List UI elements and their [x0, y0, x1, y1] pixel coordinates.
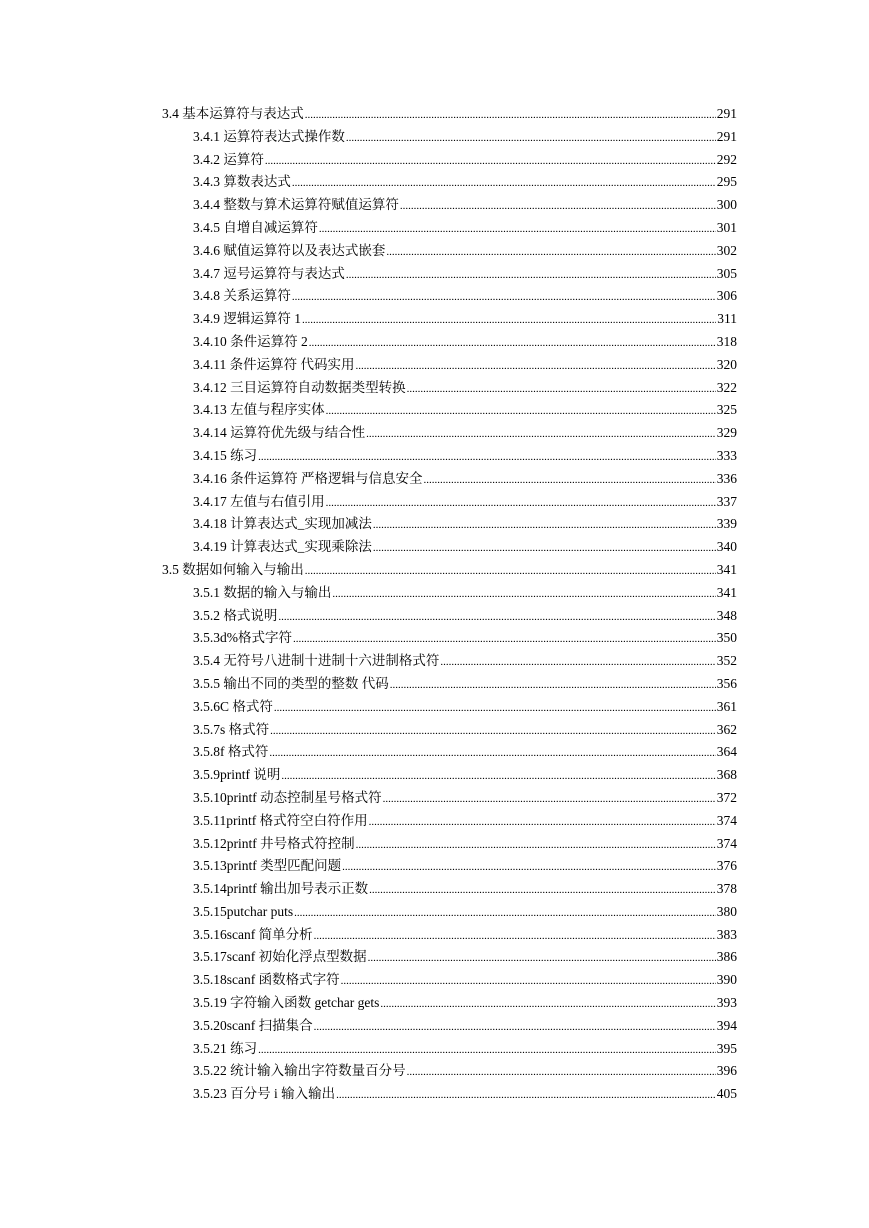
toc-entry-title: 3.4.11 条件运算符 代码实用: [193, 356, 355, 372]
toc-subsection-entry[interactable]: [193, 240, 737, 263]
toc-dot-leader: [407, 378, 716, 401]
toc-dot-leader: [356, 355, 716, 378]
toc-subsection-entry[interactable]: [193, 1083, 737, 1106]
toc-page-number: 348: [716, 607, 737, 623]
toc-subsection-entry[interactable]: [193, 308, 737, 331]
toc-page-number: 361: [716, 698, 737, 714]
toc-dot-leader: [440, 651, 715, 674]
toc-entry-title: 3.5.13printf 类型匹配问题: [193, 858, 342, 874]
toc-subsection-entry[interactable]: [193, 513, 737, 536]
toc-subsection-entry[interactable]: [193, 787, 737, 810]
toc-entry-title: 3.4.10 条件运算符 2: [193, 333, 308, 349]
table-of-contents: [0, 103, 869, 1106]
toc-entry-title: 3.4.17 左值与右值引用: [193, 493, 325, 509]
toc-dot-leader: [292, 172, 716, 195]
toc-entry-title: 3.5.6C 格式符: [193, 698, 273, 714]
toc-entry-title: 3.5.23 百分号 i 输入输出: [193, 1086, 336, 1102]
toc-entry-title: 3.5.1 数据的输入与输出: [193, 584, 332, 600]
toc-subsection-entry[interactable]: [193, 901, 737, 924]
toc-subsection-entry[interactable]: [193, 946, 737, 969]
toc-entry-title: 3.4.4 整数与算术运算符赋值运算符: [193, 197, 399, 213]
toc-subsection-entry[interactable]: [193, 445, 737, 468]
toc-page-number: 336: [716, 470, 737, 486]
toc-entry-title: 3.5.2 格式说明: [193, 607, 278, 623]
toc-page-number: 292: [716, 151, 737, 167]
toc-entry-title: 3.4.15 练习: [193, 447, 258, 463]
toc-subsection-entry[interactable]: [193, 263, 737, 286]
toc-dot-leader: [278, 606, 715, 629]
toc-entry-title: 3.4 基本运算符与表达式: [162, 106, 304, 121]
toc-subsection-entry[interactable]: [193, 673, 737, 696]
toc-subsection-entry[interactable]: [193, 1038, 737, 1061]
toc-subsection-entry[interactable]: [193, 833, 737, 856]
toc-page-number: 305: [716, 265, 737, 281]
toc-page-number: 376: [716, 858, 737, 874]
toc-page-number: 356: [716, 675, 737, 691]
toc-page-number: 372: [716, 789, 737, 805]
toc-dot-leader: [258, 1039, 716, 1062]
toc-page-number: 333: [716, 447, 737, 463]
toc-dot-leader: [292, 286, 716, 309]
toc-page-number: 386: [716, 949, 737, 965]
toc-subsection-entry[interactable]: [193, 354, 737, 377]
toc-subsection-entry[interactable]: [193, 149, 737, 172]
toc-dot-leader: [386, 241, 715, 264]
toc-subsection-entry[interactable]: [193, 696, 737, 719]
toc-dot-leader: [305, 104, 716, 127]
toc-page-number: 291: [716, 106, 737, 121]
toc-subsection-entry[interactable]: [193, 536, 737, 559]
toc-entry-title: 3.5.3d%格式字符: [193, 630, 292, 646]
toc-dot-leader: [407, 1061, 716, 1084]
toc-entry-title: 3.4.9 逻辑运算符 1: [193, 311, 301, 327]
toc-subsection-entry[interactable]: [193, 810, 737, 833]
toc-subsection-entry[interactable]: [193, 969, 737, 992]
toc-dot-leader: [390, 674, 716, 697]
toc-dot-leader: [336, 1084, 716, 1107]
toc-subsection-entry[interactable]: [193, 878, 737, 901]
toc-entry-title: 3.5.5 输出不同的类型的整数 代码: [193, 675, 389, 691]
toc-page-number: 362: [716, 721, 737, 737]
toc-entry-title: 3.5.7s 格式符: [193, 721, 270, 737]
toc-subsection-entry[interactable]: [193, 1015, 737, 1038]
toc-page-number: 390: [716, 972, 737, 988]
toc-dot-leader: [341, 970, 716, 993]
toc-subsection-entry[interactable]: [193, 377, 737, 400]
toc-page-number: 374: [716, 835, 737, 851]
toc-page-number: 322: [716, 379, 737, 395]
toc-page-number: 368: [716, 767, 737, 783]
toc-dot-leader: [369, 811, 716, 834]
toc-dot-leader: [332, 583, 715, 606]
toc-page-number: 395: [716, 1040, 737, 1056]
toc-dot-leader: [269, 742, 715, 765]
toc-page-number: 311: [717, 311, 737, 327]
toc-dot-leader: [326, 492, 716, 515]
toc-dot-leader: [258, 446, 716, 469]
toc-page-number: 383: [716, 926, 737, 942]
toc-subsection-entry[interactable]: [193, 992, 737, 1015]
toc-subsection-entry[interactable]: [193, 194, 737, 217]
toc-entry-title: 3.5.19 字符输入函数 getchar gets: [193, 995, 380, 1011]
toc-page-number: 380: [716, 903, 737, 919]
toc-entry-title: 3.5.16scanf 简单分析: [193, 926, 313, 942]
toc-entry-title: 3.5.21 练习: [193, 1040, 258, 1056]
toc-subsection-entry[interactable]: [193, 764, 737, 787]
toc-dot-leader: [366, 423, 716, 446]
toc-entry-title: 3.4.8 关系运算符: [193, 288, 291, 304]
toc-section-entry[interactable]: [162, 559, 737, 582]
toc-dot-leader: [326, 400, 716, 423]
toc-dot-leader: [373, 537, 716, 560]
toc-page-number: 302: [716, 242, 737, 258]
toc-entry-title: 3.5.12printf 井号格式符控制: [193, 835, 355, 851]
toc-entry-title: 3.4.6 赋值运算符以及表达式嵌套: [193, 242, 386, 258]
toc-dot-leader: [424, 469, 716, 492]
toc-subsection-entry[interactable]: [193, 491, 737, 514]
toc-page-number: 340: [716, 539, 737, 555]
toc-dot-leader: [346, 127, 716, 150]
toc-entry-title: 3.5.14printf 输出加号表示正数: [193, 881, 369, 897]
toc-subsection-entry[interactable]: [193, 126, 737, 149]
toc-dot-leader: [314, 1016, 716, 1039]
toc-subsection-entry[interactable]: [193, 1060, 737, 1083]
toc-entry-title: 3.5.17scanf 初始化浮点型数据: [193, 949, 367, 965]
toc-section-entry[interactable]: [162, 103, 737, 126]
toc-subsection-entry[interactable]: [193, 719, 737, 742]
toc-subsection-entry[interactable]: [193, 468, 737, 491]
toc-dot-leader: [274, 697, 716, 720]
toc-dot-leader: [319, 218, 716, 241]
toc-entry-title: 3.4.18 计算表达式_实现加减法: [193, 516, 372, 532]
toc-page-number: 364: [716, 744, 737, 760]
toc-dot-leader: [400, 195, 716, 218]
toc-subsection-entry[interactable]: [193, 399, 737, 422]
toc-dot-leader: [373, 514, 716, 537]
toc-dot-leader: [302, 309, 716, 332]
toc-entry-title: 3.5.4 无符号八进制十进制十六进制格式符: [193, 653, 440, 669]
toc-page-number: 325: [716, 402, 737, 418]
toc-page-number: 291: [716, 128, 737, 144]
toc-entry-title: 3.4.7 逗号运算符与表达式: [193, 265, 345, 281]
toc-page-number: 394: [716, 1017, 737, 1033]
toc-dot-leader: [305, 560, 716, 583]
toc-entry-title: 3.4.5 自增自减运算符: [193, 219, 318, 235]
toc-dot-leader: [383, 788, 716, 811]
toc-dot-leader: [309, 332, 716, 355]
toc-dot-leader: [356, 834, 716, 857]
toc-entry-title: 3.5.20scanf 扫描集合: [193, 1017, 313, 1033]
toc-subsection-entry[interactable]: [193, 741, 737, 764]
toc-subsection-entry[interactable]: [193, 855, 737, 878]
toc-dot-leader: [293, 628, 716, 651]
toc-page-number: 339: [716, 516, 737, 532]
toc-subsection-entry[interactable]: [193, 605, 737, 628]
toc-entry-title: 3.4.16 条件运算符 严格逻辑与信息安全: [193, 470, 423, 486]
toc-dot-leader: [369, 879, 716, 902]
toc-dot-leader: [368, 947, 716, 970]
toc-dot-leader: [265, 150, 716, 173]
toc-subsection-entry[interactable]: [193, 582, 737, 605]
toc-entry-title: 3.4.12 三目运算符自动数据类型转换: [193, 379, 406, 395]
toc-entry-title: 3.5.9printf 说明: [193, 767, 281, 783]
toc-page-number: 405: [716, 1086, 737, 1102]
toc-page-number: 300: [716, 197, 737, 213]
toc-entry-title: 3.5.11printf 格式符空白符作用: [193, 812, 368, 828]
toc-page-number: 318: [716, 333, 737, 349]
toc-entry-title: 3.5.15putchar puts: [193, 903, 294, 919]
toc-page-number: 341: [716, 584, 737, 600]
toc-entry-title: 3.5.8f 格式符: [193, 744, 269, 760]
toc-dot-leader: [314, 925, 716, 948]
toc-page-number: 374: [716, 812, 737, 828]
toc-entry-title: 3.5.22 统计输入输出字符数量百分号: [193, 1063, 406, 1079]
toc-page-number: 352: [716, 653, 737, 669]
toc-page-number: 396: [716, 1063, 737, 1079]
toc-page-number: 301: [716, 219, 737, 235]
toc-subsection-entry[interactable]: [193, 331, 737, 354]
toc-page-number: 306: [716, 288, 737, 304]
toc-entry-title: 3.4.13 左值与程序实体: [193, 402, 325, 418]
toc-entry-title: 3.4.2 运算符: [193, 151, 264, 167]
toc-subsection-entry[interactable]: [193, 217, 737, 240]
toc-page-number: 337: [716, 493, 737, 509]
toc-dot-leader: [294, 902, 716, 925]
toc-page-number: 341: [716, 561, 737, 577]
toc-entry-title: 3.4.3 算数表达式: [193, 174, 291, 190]
toc-dot-leader: [342, 856, 716, 879]
toc-entry-title: 3.5.18scanf 函数格式字符: [193, 972, 340, 988]
toc-page-number: 378: [716, 881, 737, 897]
toc-dot-leader: [281, 765, 715, 788]
toc-page-number: 320: [716, 356, 737, 372]
toc-page-number: 329: [716, 425, 737, 441]
toc-subsection-entry[interactable]: [193, 650, 737, 673]
toc-page-number: 295: [716, 174, 737, 190]
toc-subsection-entry[interactable]: [193, 171, 737, 194]
toc-dot-leader: [380, 993, 715, 1016]
toc-entry-title: 3.4.19 计算表达式_实现乘除法: [193, 539, 372, 555]
toc-subsection-entry[interactable]: [193, 924, 737, 947]
toc-subsection-entry[interactable]: [193, 422, 737, 445]
toc-page-number: 350: [716, 630, 737, 646]
toc-page-number: 393: [716, 995, 737, 1011]
toc-subsection-entry[interactable]: [193, 285, 737, 308]
toc-entry-title: 3.4.1 运算符表达式操作数: [193, 128, 345, 144]
toc-entry-title: 3.4.14 运算符优先级与结合性: [193, 425, 366, 441]
toc-dot-leader: [346, 264, 716, 287]
toc-entry-title: 3.5.10printf 动态控制星号格式符: [193, 789, 382, 805]
toc-dot-leader: [270, 720, 716, 743]
toc-entry-title: 3.5 数据如何输入与输出: [162, 561, 304, 577]
toc-subsection-entry[interactable]: [193, 627, 737, 650]
